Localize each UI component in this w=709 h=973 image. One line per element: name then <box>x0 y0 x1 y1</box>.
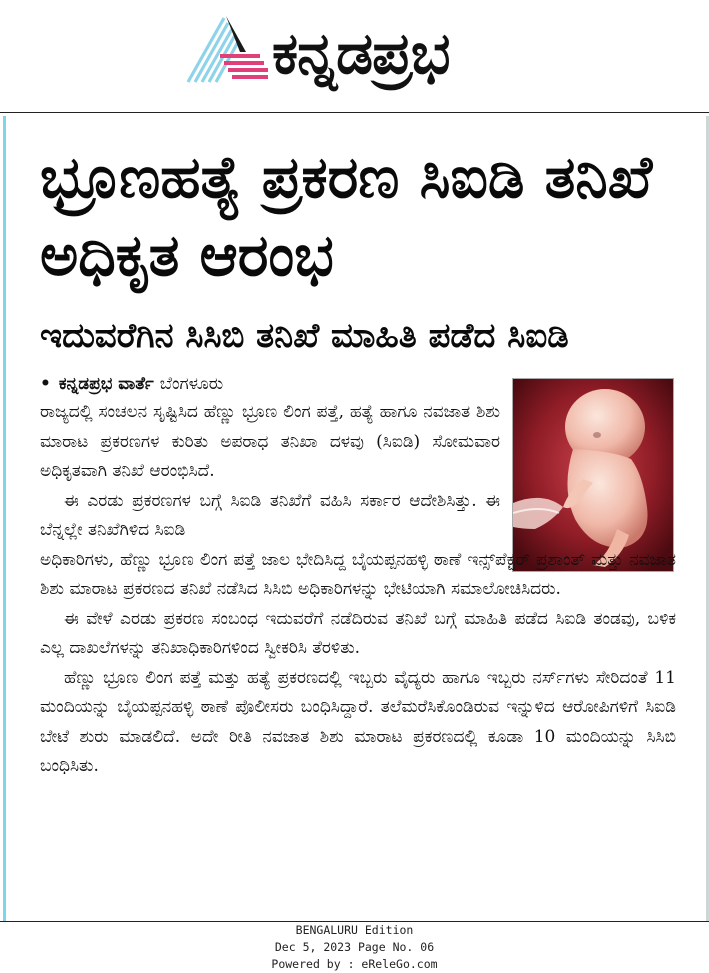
left-frame-border <box>3 116 6 921</box>
masthead <box>0 0 709 110</box>
byline-source: ಕನ್ನಡಪ್ರಭ ವಾರ್ತೆ <box>58 374 154 394</box>
top-divider <box>0 112 709 113</box>
date-page-label: Dec 5, 2023 Page No. 06 <box>274 940 435 954</box>
article-paragraph: ಈ ವೇಳೆ ಎರಡು ಪ್ರಕರಣ ಸಂಬಂಧ ಇದುವರೆಗೆ ನಡೆದಿರುವ ತನಿಖೆ ಬಗ್ಗೆ ಮಾಹಿತಿ ಪಡೆದ ಸಿಐಡಿ ತಂಡವು, ಬಳಿಕ ಎಲ್ಲ ದಾಖಲೆಗಳನ್ನು ತನಿಖಾಧಿಕಾರಿಗಳಿಂದ ಸ್ವೀಕರಿಸಿ ತೆರಳಿತು. <box>40 608 676 658</box>
byline-place: ಬೆಂಗಳೂರು <box>159 374 224 394</box>
edition-footer <box>0 922 709 973</box>
article-paragraph: ಅಧಿಕಾರಿಗಳು, ಹೆಣ್ಣು ಭ್ರೂಣ ಲಿಂಗ ಪತ್ತೆ ಜಾಲ ಭೇದಿಸಿದ್ದ ಬೈಯಪ್ಪನಹಳ್ಳಿ ಠಾಣೆ ಇನ್ಸ್‌ಪೆಕ್ಟರ್ ಪ್ರಶಾಂತ್ ಮತ್ತು ನವಜಾತ ಶಿಶು ಮಾರಾಟ ಪ್ರಕರಣದ ತನಿಖೆ ನಡೆಸಿದ ಸಿಸಿಬಿ ಅಧಿಕಾರಿಗಳನ್ನು ಭೇಟಿಯಾಗಿ ಸಮಾಲೋಚಿಸಿದರು. <box>40 549 676 599</box>
article-paragraph: ಈ ಎರಡು ಪ್ರಕರಣಗಳ ಬಗ್ಗೆ ಸಿಐಡಿ ತನಿಖೆಗೆ ವಹಿಸಿ ಸರ್ಕಾರ ಆದೇಶಿಸಿತ್ತು. ಈ ಬೆನ್ನಲ್ಲೇ ತನಿಖೆಗಿಳಿದ ಸಿಐಡಿ <box>40 490 500 540</box>
article-paragraph: ರಾಜ್ಯದಲ್ಲಿ ಸಂಚಲನ ಸೃಷ್ಟಿಸಿದ ಹೆಣ್ಣು ಭ್ರೂಣ ಲಿಂಗ ಪತ್ತೆ, ಹತ್ಯೆ ಹಾಗೂ ನವಜಾತ ಶಿಶು ಮಾರಾಟ ಪ್ರಕರಣಗಳ ಕುರಿತು ಅಪರಾಧ ತನಿಖಾ ದಳವು (ಸಿಐಡಿ) ಸೋಮವಾರ ಅಧಿಕೃತವಾಗಿ ತನಿಖೆ ಆರಂಭಿಸಿದೆ. <box>40 402 500 481</box>
logo-wordmark: ಕನ್ನಡಪ್ರಭ <box>272 19 450 87</box>
article-body <box>40 398 676 920</box>
logo-triangle-icon <box>186 14 268 84</box>
byline <box>40 370 223 398</box>
subheadline: ಇದುವರೆಗಿನ ಸಿಸಿಬಿ ತನಿಖೆ ಮಾಹಿತಿ ಪಡೆದ ಸಿಐಡಿ <box>40 316 569 356</box>
powered-by-link[interactable]: Powered by : eReleGo.com <box>271 957 438 971</box>
article-paragraph: ಹೆಣ್ಣು ಭ್ರೂಣ ಲಿಂಗ ಪತ್ತೆ ಮತ್ತು ಹತ್ಯೆ ಪ್ರಕರಣದಲ್ಲಿ ಇಬ್ಬರು ವೈದ್ಯರು ಹಾಗೂ ಇಬ್ಬರು ನರ್ಸ್‌ಗಳು ಸೇರಿದಂತೆ 11 ಮಂದಿಯನ್ನು ಬೈಯಪ್ಪನಹಳ್ಳಿ ಠಾಣೆ ಪೊಲೀಸರು ಬಂಧಿಸಿದ್ದಾರೆ. ತಲೆಮರೆಸಿಕೊಂಡಿರುವ ಇನ್ನುಳಿದ ಆರೋಪಿಗಳಿಗೆ ಸಿಐಡಿ ಬೇಟೆ ಶುರು ಮಾಡಲಿದೆ. ಅದೇ ರೀತಿ ನವಜಾತ ಶಿಶು ಮಾರಾಟ ಪ್ರಕರಣದಲ್ಲಿ ಕೂಡಾ 10 ಮಂದಿಯನ್ನು ಸಿಸಿಬಿ ಬಂಧಿಸಿತು. <box>40 667 676 776</box>
headline: ಭ್ರೂಣಹತ್ಯೆ ಪ್ರಕರಣ ಸಿಐಡಿ ತನಿಖೆ ಅಧಿಕೃತ ಆರಂಭ <box>40 143 653 289</box>
byline-bullet: • <box>40 374 51 394</box>
edition-label: BENGALURU Edition <box>295 923 414 937</box>
